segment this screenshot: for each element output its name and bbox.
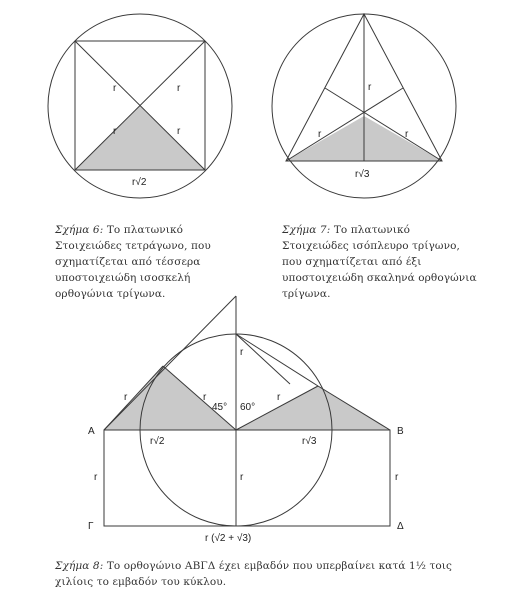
fig7-caption-number: Σχήμα 7: [282,224,331,236]
fig6-caption [55,222,247,302]
fig7-label-base: r√3 [355,169,370,180]
fig8-label-B: Β [397,426,404,437]
fig8-angle-45: 45° [212,402,228,413]
fig8-label-r-2: r [203,392,207,403]
figure-6 [48,14,232,198]
fig8-rectangle [104,430,390,526]
fig8-caption-text: Το ορθογώνιο ΑΒΓΔ έχει εμβαδόν που υπερβαίνει κατά 1½ τοις χιλίοις το εμβαδόν του κύκλου. [55,560,453,588]
fig8-label-right-base: r√3 [302,436,317,447]
fig8-caption-number: Σχήμα 8: [55,560,104,572]
fig7-label-r-3: r [405,129,409,140]
fig6-label-base: r√2 [132,177,147,188]
fig6-shaded-triangle [75,106,205,170]
fig7-caption [282,222,480,302]
fig8-label-G: Γ [88,521,94,532]
fig7-label-r-2: r [318,129,322,140]
fig8-label-D: Δ [397,521,404,532]
fig8-60-line [236,334,318,386]
fig8-label-r-3: r [277,392,281,403]
fig6-label-r-3: r [113,126,117,137]
fig8-right-shaded-triangle [236,386,390,430]
fig8-label-bottom: r (√2 + √3) [205,533,252,544]
fig6-caption-number: Σχήμα 6: [55,224,104,236]
fig8-label-r-4: r [240,347,244,358]
fig8-label-r-1: r [124,392,128,403]
fig7-label-r-1: r [368,82,372,93]
fig7-caption-text: Το πλατωνικό Στοιχειώδες ισόπλευρο τρίγωνο, που σχηματίζεται από έξι υποστοιχειώδη σκαληνά ορθογώνια τρίγωνα. [282,224,477,300]
fig6-label-r-4: r [177,126,181,137]
fig8-label-r-6: r [240,472,244,483]
fig8-label-r-7: r [395,472,399,483]
fig6-caption-text: Το πλατωνικό Στοιχειώδες τετράγωνο, που σχηματίζεται από τέσσερα υποστοιχειώδη ισοσκελή ορθογώνια τρίγωνα. [55,224,211,300]
fig8-caption [55,558,475,590]
fig8-label-r-5: r [94,472,98,483]
fig8-label-left-base: r√2 [150,436,165,447]
fig8-label-A: Α [88,426,95,437]
fig6-label-r-2: r [177,83,181,94]
fig8-angle-60: 60° [240,402,256,413]
fig6-label-r-1: r [113,83,117,94]
fig8-apex-diag [236,334,290,384]
